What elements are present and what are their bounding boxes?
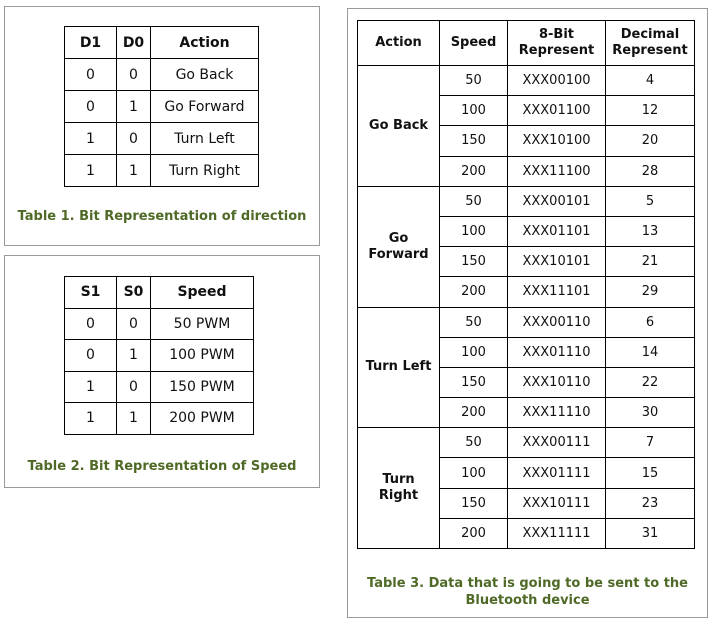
table-cell: 0 bbox=[65, 340, 117, 372]
bits-cell: XXX01110 bbox=[508, 337, 606, 367]
decimal-cell: 4 bbox=[606, 66, 695, 96]
speed-cell: 150 bbox=[440, 247, 508, 277]
speed-cell: 50 bbox=[440, 428, 508, 458]
bits-cell: XXX00110 bbox=[508, 307, 606, 337]
speed-cell: 100 bbox=[440, 216, 508, 246]
speed-cell: 200 bbox=[440, 518, 508, 548]
table-cell: 150 PWM bbox=[151, 371, 254, 403]
speed-cell: 100 bbox=[440, 337, 508, 367]
decimal-cell: 23 bbox=[606, 488, 695, 518]
caption-line: Bluetooth device bbox=[465, 593, 590, 608]
bits-cell: XXX11101 bbox=[508, 277, 606, 307]
decimal-cell: 20 bbox=[606, 126, 695, 156]
decimal-cell: 28 bbox=[606, 156, 695, 186]
table-cell: 0 bbox=[65, 59, 117, 91]
decimal-cell: 14 bbox=[606, 337, 695, 367]
header-cell: Speed bbox=[151, 277, 254, 309]
table-cell: 200 PWM bbox=[151, 403, 254, 435]
table-cell: 50 PWM bbox=[151, 308, 254, 340]
table-row bbox=[65, 59, 259, 91]
header-cell-action: Action bbox=[358, 21, 440, 66]
table-cell: 1 bbox=[117, 403, 151, 435]
action-line: Turn Left bbox=[365, 359, 432, 375]
bits-cell: XXX10100 bbox=[508, 126, 606, 156]
action-line: Go bbox=[388, 230, 409, 246]
speed-cell: 200 bbox=[440, 277, 508, 307]
table1-panel bbox=[4, 6, 320, 246]
table-row bbox=[358, 307, 695, 337]
table3-panel bbox=[347, 8, 708, 618]
speed-cell: 200 bbox=[440, 156, 508, 186]
table-cell: 1 bbox=[117, 155, 151, 187]
table-cell: 100 PWM bbox=[151, 340, 254, 372]
table-cell: 1 bbox=[117, 91, 151, 123]
decimal-cell: 6 bbox=[606, 307, 695, 337]
action-line: Right bbox=[378, 488, 419, 504]
table-cell: 1 bbox=[65, 371, 117, 403]
bits-cell: XXX11111 bbox=[508, 518, 606, 548]
table-cell: 0 bbox=[65, 308, 117, 340]
bits-cell: XXX10110 bbox=[508, 367, 606, 397]
action-line: Go Back bbox=[368, 117, 429, 133]
speed-cell: 50 bbox=[440, 307, 508, 337]
table-cell: 0 bbox=[117, 123, 151, 155]
table-cell: 0 bbox=[117, 59, 151, 91]
decimal-cell: 30 bbox=[606, 398, 695, 428]
header-cell: D1 bbox=[65, 27, 117, 59]
table-row bbox=[65, 340, 254, 372]
header-line: Represent bbox=[612, 43, 688, 58]
table-cell: 0 bbox=[65, 91, 117, 123]
direction-table bbox=[64, 26, 259, 187]
table-row bbox=[65, 123, 259, 155]
action-cell bbox=[358, 428, 440, 549]
speed-cell: 50 bbox=[440, 186, 508, 216]
bits-cell: XXX00101 bbox=[508, 186, 606, 216]
table1-caption: Table 1. Bit Representation of direction bbox=[17, 209, 307, 224]
decimal-cell: 15 bbox=[606, 458, 695, 488]
table2-caption: Table 2. Bit Representation of Speed bbox=[27, 459, 297, 474]
action-cell bbox=[358, 307, 440, 428]
decimal-cell: 21 bbox=[606, 247, 695, 277]
speed-cell: 100 bbox=[440, 458, 508, 488]
action-line: Forward bbox=[368, 246, 429, 262]
table-cell: 0 bbox=[117, 371, 151, 403]
table3-caption bbox=[348, 575, 707, 609]
caption-line: Table 3. Data that is going to be sent to the bbox=[367, 576, 688, 591]
table-cell: 1 bbox=[117, 340, 151, 372]
speed-cell: 150 bbox=[440, 367, 508, 397]
decimal-cell: 29 bbox=[606, 277, 695, 307]
bits-cell: XXX11110 bbox=[508, 398, 606, 428]
header-cell: S1 bbox=[65, 277, 117, 309]
bits-cell: XXX01111 bbox=[508, 458, 606, 488]
header-line: Decimal bbox=[620, 27, 680, 42]
header-cell-8bit bbox=[508, 21, 606, 66]
table2-panel bbox=[4, 255, 320, 488]
header-cell: D0 bbox=[117, 27, 151, 59]
header-cell: S0 bbox=[117, 277, 151, 309]
table-header-row bbox=[65, 277, 254, 309]
header-cell-speed: Speed bbox=[440, 21, 508, 66]
table-row bbox=[358, 428, 695, 458]
table-header-row bbox=[358, 21, 695, 66]
decimal-cell: 12 bbox=[606, 96, 695, 126]
speed-cell: 100 bbox=[440, 96, 508, 126]
bluetooth-data-table bbox=[357, 20, 695, 549]
speed-cell: 50 bbox=[440, 66, 508, 96]
table-row bbox=[358, 66, 695, 96]
table-cell: 0 bbox=[117, 308, 151, 340]
bits-cell: XXX10111 bbox=[508, 488, 606, 518]
speed-cell: 150 bbox=[440, 488, 508, 518]
bits-cell: XXX10101 bbox=[508, 247, 606, 277]
table-row bbox=[65, 308, 254, 340]
header-line: 8-Bit bbox=[538, 27, 575, 42]
bits-cell: XXX11100 bbox=[508, 156, 606, 186]
table-cell: Turn Right bbox=[151, 155, 259, 187]
bits-cell: XXX01101 bbox=[508, 216, 606, 246]
bits-cell: XXX00100 bbox=[508, 66, 606, 96]
table-cell: Go Forward bbox=[151, 91, 259, 123]
table-row bbox=[65, 371, 254, 403]
table-cell: 1 bbox=[65, 123, 117, 155]
action-cell bbox=[358, 66, 440, 187]
speed-cell: 150 bbox=[440, 126, 508, 156]
table-cell: 1 bbox=[65, 403, 117, 435]
table-cell: 1 bbox=[65, 155, 117, 187]
bits-cell: XXX01100 bbox=[508, 96, 606, 126]
speed-table bbox=[64, 276, 254, 435]
decimal-cell: 22 bbox=[606, 367, 695, 397]
speed-cell: 200 bbox=[440, 398, 508, 428]
decimal-cell: 31 bbox=[606, 518, 695, 548]
table-row bbox=[65, 403, 254, 435]
header-cell-decimal bbox=[606, 21, 695, 66]
table-header-row bbox=[65, 27, 259, 59]
table-row bbox=[65, 155, 259, 187]
bits-cell: XXX00111 bbox=[508, 428, 606, 458]
decimal-cell: 7 bbox=[606, 428, 695, 458]
header-line: Represent bbox=[518, 43, 595, 58]
table-cell: Go Back bbox=[151, 59, 259, 91]
header-cell: Action bbox=[151, 27, 259, 59]
decimal-cell: 5 bbox=[606, 186, 695, 216]
action-line: Turn bbox=[382, 472, 415, 488]
table-row bbox=[358, 186, 695, 216]
table-row bbox=[65, 91, 259, 123]
action-cell bbox=[358, 186, 440, 307]
table-cell: Turn Left bbox=[151, 123, 259, 155]
decimal-cell: 13 bbox=[606, 216, 695, 246]
